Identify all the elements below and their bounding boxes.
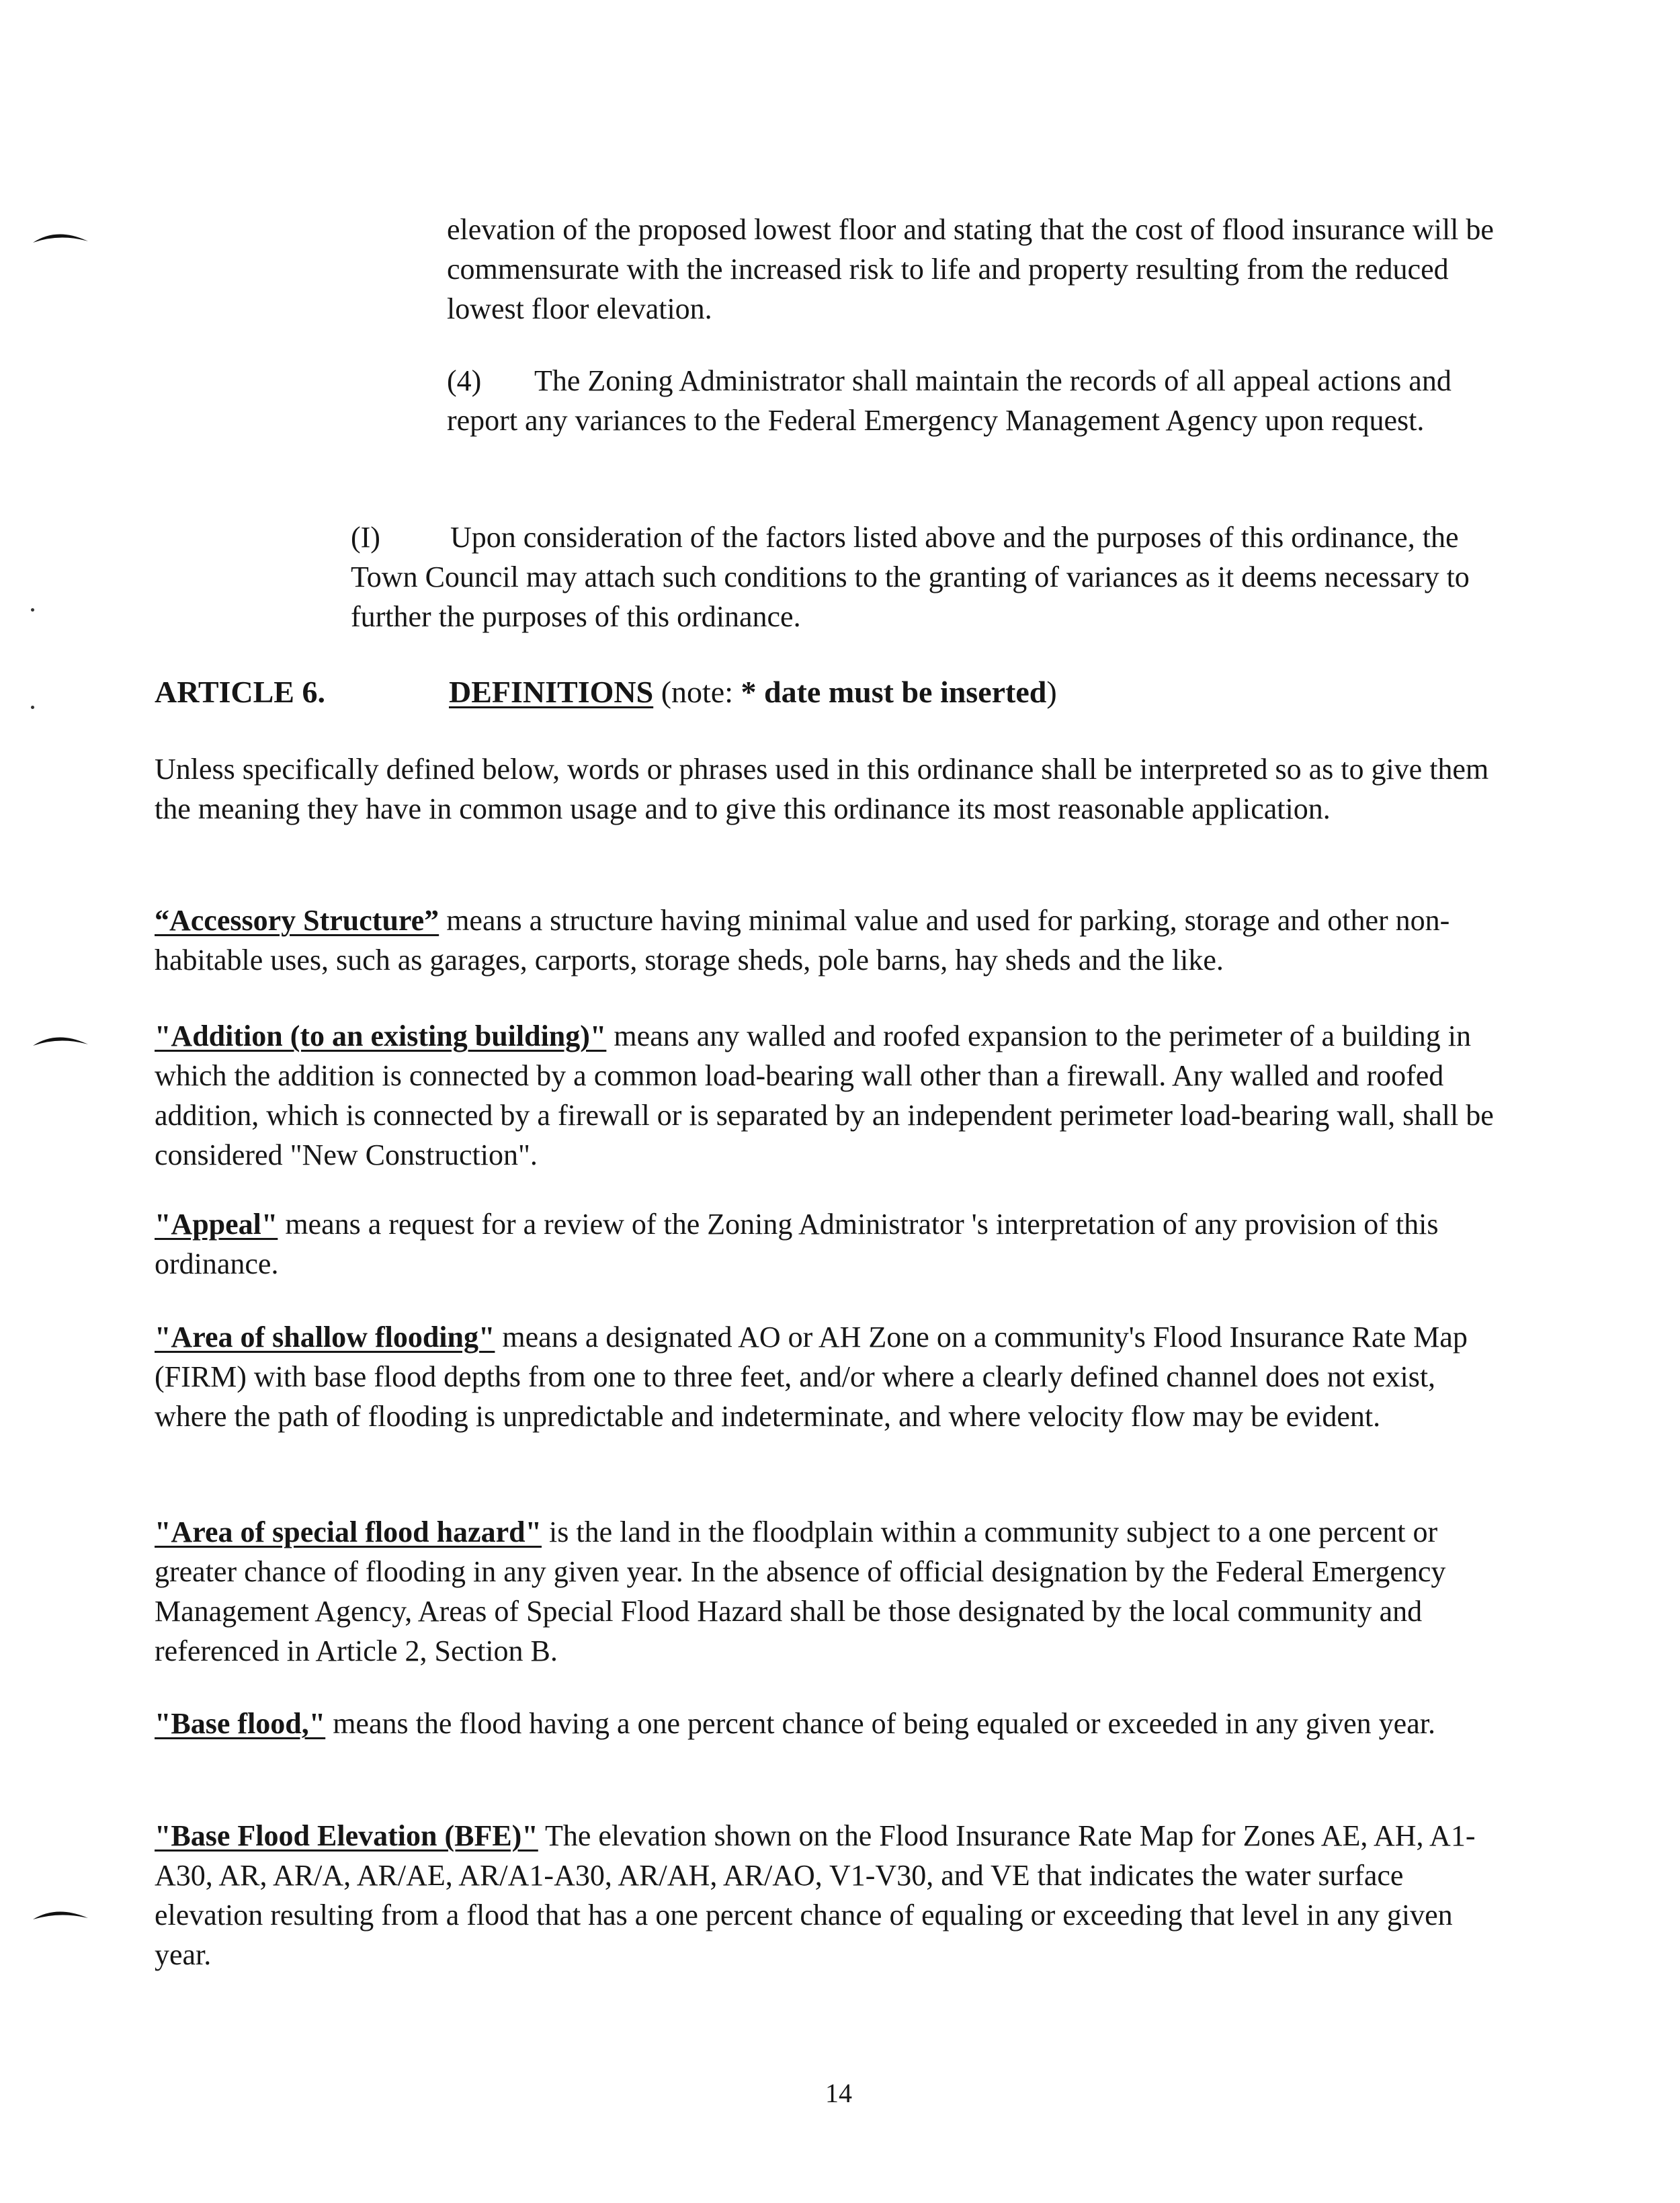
- definition-term: "Addition (to an existing building)": [155, 1020, 607, 1052]
- definition-entry: [155, 1512, 1505, 1671]
- definition-entry: [155, 1016, 1505, 1175]
- article-note: * date must be inserted: [741, 675, 1047, 709]
- subsection-item-I: [351, 517, 1513, 636]
- binder-mark-icon: [30, 1028, 91, 1048]
- article-note-open: (note:: [661, 675, 741, 709]
- definition-text: means the flood having a one percent chance of being equaled or exceeded in any given year.: [325, 1707, 1435, 1740]
- definition-text: means any walled and roofed expansion to the perimeter of a building in which the addition is connected by a common load-bearing wall other than a firewall. Any walled and roofed addition, which is connected by a firewall or is separated by an independent perimeter load-bearing wall, shall be considered "New Construction".: [155, 1020, 1494, 1171]
- definitions-preamble: [155, 749, 1505, 829]
- definition-text: means a request for a review of the Zoning Administrator 's interpretation of any provision of this ordinance.: [155, 1208, 1439, 1280]
- article-number: ARTICLE 6.: [155, 675, 325, 709]
- definition-entry: [155, 901, 1505, 980]
- continuation-text: elevation of the proposed lowest floor and stating that the cost of flood insurance will be commensurate with the increased risk to life and property resulting from the reduced lowest floor elevation.: [447, 213, 1494, 325]
- item-text: The Zoning Administrator shall maintain the records of all appeal actions and report any variances to the Federal Emergency Management Agency upon request.: [447, 364, 1452, 437]
- binder-mark-icon: [30, 225, 91, 245]
- continuation-paragraph: [447, 210, 1495, 329]
- subsection-item-4: [447, 361, 1502, 440]
- definition-text: is the land in the floodplain within a community subject to a one percent or greater chance of flooding in any given year. In the absence of official designation by the Federal Emergency Management Agency, Areas of Special Flood Hazard shall be those designated by the local community and referenced in Article 2, Section B.: [155, 1515, 1446, 1667]
- definition-entry: [155, 1317, 1505, 1436]
- definition-entry: [155, 1704, 1505, 1743]
- definition-text: means a structure having minimal value and used for parking, storage and other non-habitable uses, such as garages, carports, storage sheds, pole barns, hay sheds and the like.: [155, 904, 1450, 976]
- scan-speck: [31, 706, 34, 709]
- binder-mark-icon: [30, 1902, 91, 1922]
- definition-term: "Base flood,": [155, 1707, 326, 1740]
- definition-entry: [155, 1816, 1505, 1975]
- article-heading: [449, 672, 1057, 712]
- preamble-text: Unless specifically defined below, words or phrases used in this ordinance shall be interpreted so as to give them the meaning they have in common usage and to give this ordinance its most reasonable application.: [155, 753, 1489, 825]
- item-text: Upon consideration of the factors listed above and the purposes of this ordinance, the Town Council may attach such conditions to the granting of variances as it deems necessary to further the purposes of this ordinance.: [351, 521, 1470, 633]
- definition-term: "Area of shallow flooding": [155, 1321, 495, 1354]
- definition-term: “Accessory Structure”: [155, 904, 439, 937]
- definition-text: The elevation shown on the Flood Insurance Rate Map for Zones AE, AH, A1-A30, AR, AR/A, AR/AE, AR/A1-A30, AR/AH, AR/AO, V1-V30, and VE that indicates the water surface elevation resulting from a flood that has a one percent chance of equaling or exceeding that level in any given year.: [155, 1819, 1476, 1971]
- definition-term: "Area of special flood hazard": [155, 1515, 542, 1548]
- scan-speck: [31, 608, 34, 612]
- definition-term: "Base Flood Elevation (BFE)": [155, 1819, 538, 1852]
- definition-term: "Appeal": [155, 1208, 278, 1241]
- article-note-close: ): [1046, 675, 1057, 709]
- page-number: 14: [825, 2078, 852, 2108]
- item-number: (4): [447, 364, 482, 397]
- definition-entry: [155, 1204, 1505, 1284]
- article-title: DEFINITIONS: [449, 675, 654, 709]
- item-number: (I): [351, 521, 380, 554]
- definition-text: means a designated AO or AH Zone on a community's Flood Insurance Rate Map (FIRM) with base flood depths from one to three feet, and/or where a clearly defined channel does not exist, where the path of flooding is unpredictable and indeterminate, and where velocity flow may be evident.: [155, 1321, 1468, 1433]
